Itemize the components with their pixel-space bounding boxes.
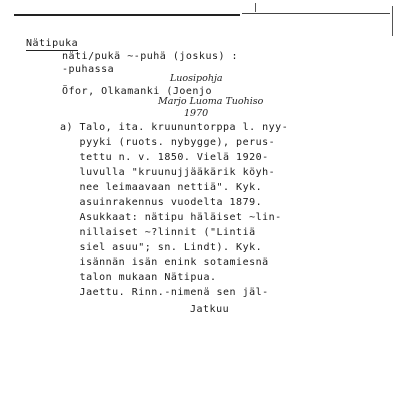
top-rule xyxy=(14,14,240,16)
body-line: tettu n. v. 1850. Vielä 1920- xyxy=(60,152,269,163)
top-rule-thin xyxy=(242,13,390,14)
informant-handwritten: Marjo Luoma Tuohiso xyxy=(158,96,264,107)
body-line: luvulla "kruunujjääkärik köyh- xyxy=(60,167,276,178)
year-handwritten: 1970 xyxy=(184,108,209,119)
body-line: a) Talo, ita. kruununtorppa l. nyy- xyxy=(60,122,289,133)
word-forms: näti/pukä ~-puhä (joskus) : xyxy=(62,51,239,62)
location: Öfor, Olkamanki (Joenjo xyxy=(62,86,212,97)
village-handwritten: Luosipohja xyxy=(170,73,223,84)
body-line: asuinrakennus vuodelta 1879. xyxy=(60,197,263,208)
body-line: isännän isän enink sotamiesnä xyxy=(60,257,269,268)
headword: Nätipuka xyxy=(26,38,79,49)
card-edge-mark xyxy=(255,3,256,12)
body-line: nillaiset ~?linnit ("Lintiä xyxy=(60,227,256,238)
body-line: nee leimaavaan nettiä". Kyk. xyxy=(60,182,263,193)
word-forms-continued: -puhassa xyxy=(62,64,115,75)
body-line: Jaettu. Rinn.-nimenä sen jäl- xyxy=(60,287,269,298)
continues-label: Jatkuu xyxy=(190,304,230,315)
body-line: siel asuu"; sn. Lindt). Kyk. xyxy=(60,242,263,253)
right-rule xyxy=(392,6,393,36)
body-line: talon mukaan Nätipua. xyxy=(60,272,217,283)
body-line: pyyki (ruots. nybygge), perus- xyxy=(60,137,276,148)
body-line: Asukkaat: nätipu häläiset ~lin- xyxy=(60,212,282,223)
